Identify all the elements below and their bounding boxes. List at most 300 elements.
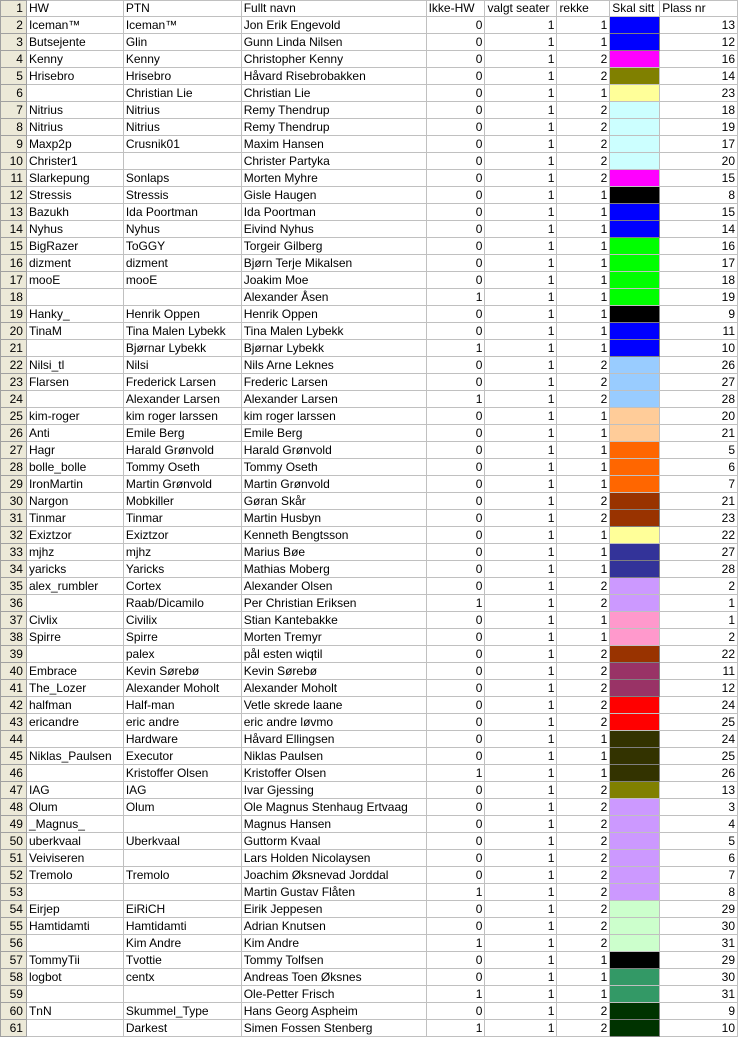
- cell-ikke-hw[interactable]: 1: [426, 340, 485, 357]
- cell-ptn[interactable]: mjhz: [123, 544, 241, 561]
- cell-ikke-hw[interactable]: 0: [426, 867, 485, 884]
- cell-valgt-seater[interactable]: 1: [485, 680, 557, 697]
- cell-plass-nr[interactable]: 7: [660, 867, 738, 884]
- row-number[interactable]: 19: [1, 306, 27, 323]
- cell-ikke-hw[interactable]: 0: [426, 187, 485, 204]
- cell-rekke[interactable]: 1: [557, 986, 610, 1003]
- cell-rekke[interactable]: 1: [557, 289, 610, 306]
- cell-rekke[interactable]: 2: [557, 884, 610, 901]
- cell-full-name[interactable]: Harald Grønvold: [241, 442, 426, 459]
- cell-skal-sitt-color[interactable]: [610, 238, 660, 255]
- cell-full-name[interactable]: Frederic Larsen: [241, 374, 426, 391]
- cell-full-name[interactable]: Stian Kantebakke: [241, 612, 426, 629]
- cell-rekke[interactable]: 1: [557, 238, 610, 255]
- cell-hw[interactable]: [26, 1020, 123, 1037]
- cell-hw[interactable]: dizment: [26, 255, 123, 272]
- cell-skal-sitt-color[interactable]: [610, 374, 660, 391]
- cell-ikke-hw[interactable]: 0: [426, 272, 485, 289]
- cell-rekke[interactable]: 1: [557, 204, 610, 221]
- cell-ptn[interactable]: [123, 289, 241, 306]
- cell-valgt-seater[interactable]: 1: [485, 68, 557, 85]
- cell-plass-nr[interactable]: 10: [660, 340, 738, 357]
- cell-plass-nr[interactable]: 1: [660, 612, 738, 629]
- row-number[interactable]: 10: [1, 153, 27, 170]
- cell-hw[interactable]: Flarsen: [26, 374, 123, 391]
- cell-hw[interactable]: Hanky_: [26, 306, 123, 323]
- cell-skal-sitt-color[interactable]: [610, 935, 660, 952]
- cell-skal-sitt-color[interactable]: [610, 17, 660, 34]
- cell-hw[interactable]: Embrace: [26, 663, 123, 680]
- cell-skal-sitt-color[interactable]: [610, 1003, 660, 1020]
- cell-full-name[interactable]: Vetle skrede laane: [241, 697, 426, 714]
- cell-valgt-seater[interactable]: 1: [485, 986, 557, 1003]
- cell-ptn[interactable]: eric andre: [123, 714, 241, 731]
- cell-full-name[interactable]: Joakim Moe: [241, 272, 426, 289]
- cell-hw[interactable]: _Magnus_: [26, 816, 123, 833]
- cell-plass-nr[interactable]: 30: [660, 918, 738, 935]
- cell-ptn[interactable]: kim roger larssen: [123, 408, 241, 425]
- cell-ikke-hw[interactable]: 0: [426, 816, 485, 833]
- cell-ptn[interactable]: Nyhus: [123, 221, 241, 238]
- cell-full-name[interactable]: pål esten wiqtil: [241, 646, 426, 663]
- cell-ikke-hw[interactable]: 0: [426, 527, 485, 544]
- cell-ikke-hw[interactable]: 0: [426, 493, 485, 510]
- cell-plass-nr[interactable]: 11: [660, 323, 738, 340]
- row-number[interactable]: 40: [1, 663, 27, 680]
- cell-skal-sitt-color[interactable]: [610, 714, 660, 731]
- cell-plass-nr[interactable]: 18: [660, 272, 738, 289]
- cell-ptn[interactable]: [123, 850, 241, 867]
- cell-ikke-hw[interactable]: 0: [426, 374, 485, 391]
- cell-ikke-hw[interactable]: 0: [426, 850, 485, 867]
- cell-rekke[interactable]: 1: [557, 272, 610, 289]
- row-number[interactable]: 35: [1, 578, 27, 595]
- cell-rekke[interactable]: 2: [557, 867, 610, 884]
- cell-skal-sitt-color[interactable]: [610, 510, 660, 527]
- cell-valgt-seater[interactable]: 1: [485, 918, 557, 935]
- cell-plass-nr[interactable]: 6: [660, 850, 738, 867]
- cell-ptn[interactable]: [123, 153, 241, 170]
- cell-rekke[interactable]: 2: [557, 510, 610, 527]
- cell-rekke[interactable]: 2: [557, 578, 610, 595]
- cell-skal-sitt-color[interactable]: [610, 1020, 660, 1037]
- cell-valgt-seater[interactable]: 1: [485, 799, 557, 816]
- row-number[interactable]: 8: [1, 119, 27, 136]
- cell-rekke[interactable]: 2: [557, 850, 610, 867]
- cell-ptn[interactable]: Kim Andre: [123, 935, 241, 952]
- cell-ikke-hw[interactable]: 0: [426, 952, 485, 969]
- cell-full-name[interactable]: Håvard Risebrobakken: [241, 68, 426, 85]
- cell-ikke-hw[interactable]: 0: [426, 612, 485, 629]
- cell-plass-nr[interactable]: 23: [660, 510, 738, 527]
- cell-full-name[interactable]: Tina Malen Lybekk: [241, 323, 426, 340]
- cell-skal-sitt-color[interactable]: [610, 782, 660, 799]
- cell-valgt-seater[interactable]: 1: [485, 697, 557, 714]
- cell-ikke-hw[interactable]: 1: [426, 1020, 485, 1037]
- cell-rekke[interactable]: 1: [557, 17, 610, 34]
- row-number[interactable]: 27: [1, 442, 27, 459]
- row-number[interactable]: 28: [1, 459, 27, 476]
- cell-hw[interactable]: IronMartin: [26, 476, 123, 493]
- cell-hw[interactable]: Veiviseren: [26, 850, 123, 867]
- cell-hw[interactable]: kim-roger: [26, 408, 123, 425]
- cell-rekke[interactable]: 2: [557, 680, 610, 697]
- cell-skal-sitt-color[interactable]: [610, 544, 660, 561]
- cell-plass-nr[interactable]: 1: [660, 595, 738, 612]
- cell-skal-sitt-color[interactable]: [610, 357, 660, 374]
- cell-ikke-hw[interactable]: 0: [426, 357, 485, 374]
- cell-full-name[interactable]: Håvard Ellingsen: [241, 731, 426, 748]
- cell-ptn[interactable]: Henrik Oppen: [123, 306, 241, 323]
- cell-ptn[interactable]: Tina Malen Lybekk: [123, 323, 241, 340]
- cell-ptn[interactable]: Tvottie: [123, 952, 241, 969]
- cell-hw[interactable]: Nyhus: [26, 221, 123, 238]
- cell-plass-nr[interactable]: 21: [660, 425, 738, 442]
- cell-hw[interactable]: IAG: [26, 782, 123, 799]
- cell-hw[interactable]: yaricks: [26, 561, 123, 578]
- cell-ikke-hw[interactable]: 1: [426, 391, 485, 408]
- cell-valgt-seater[interactable]: 1: [485, 748, 557, 765]
- row-number[interactable]: 56: [1, 935, 27, 952]
- cell-rekke[interactable]: 1: [557, 255, 610, 272]
- cell-skal-sitt-color[interactable]: [610, 816, 660, 833]
- row-number[interactable]: 39: [1, 646, 27, 663]
- cell-ikke-hw[interactable]: 0: [426, 799, 485, 816]
- cell-skal-sitt-color[interactable]: [610, 119, 660, 136]
- cell-ikke-hw[interactable]: 0: [426, 136, 485, 153]
- cell-valgt-seater[interactable]: 1: [485, 935, 557, 952]
- row-number[interactable]: 9: [1, 136, 27, 153]
- cell-valgt-seater[interactable]: 1: [485, 272, 557, 289]
- cell-valgt-seater[interactable]: 1: [485, 629, 557, 646]
- header-ptn[interactable]: PTN: [123, 1, 241, 17]
- cell-rekke[interactable]: 1: [557, 34, 610, 51]
- cell-rekke[interactable]: 1: [557, 340, 610, 357]
- cell-ptn[interactable]: EiRiCH: [123, 901, 241, 918]
- cell-full-name[interactable]: Tommy Oseth: [241, 459, 426, 476]
- cell-hw[interactable]: [26, 935, 123, 952]
- cell-ptn[interactable]: Frederick Larsen: [123, 374, 241, 391]
- cell-full-name[interactable]: Hans Georg Aspheim: [241, 1003, 426, 1020]
- cell-valgt-seater[interactable]: 1: [485, 204, 557, 221]
- cell-skal-sitt-color[interactable]: [610, 153, 660, 170]
- cell-skal-sitt-color[interactable]: [610, 799, 660, 816]
- cell-ikke-hw[interactable]: 0: [426, 918, 485, 935]
- cell-skal-sitt-color[interactable]: [610, 697, 660, 714]
- row-number[interactable]: 36: [1, 595, 27, 612]
- cell-ptn[interactable]: Olum: [123, 799, 241, 816]
- cell-full-name[interactable]: Alexander Moholt: [241, 680, 426, 697]
- cell-full-name[interactable]: Kenneth Bengtsson: [241, 527, 426, 544]
- row-number[interactable]: 51: [1, 850, 27, 867]
- cell-plass-nr[interactable]: 29: [660, 901, 738, 918]
- cell-full-name[interactable]: Kim Andre: [241, 935, 426, 952]
- cell-hw[interactable]: Stressis: [26, 187, 123, 204]
- cell-ikke-hw[interactable]: 0: [426, 544, 485, 561]
- cell-valgt-seater[interactable]: 1: [485, 153, 557, 170]
- cell-skal-sitt-color[interactable]: [610, 102, 660, 119]
- cell-ptn[interactable]: Uberkvaal: [123, 833, 241, 850]
- cell-hw[interactable]: uberkvaal: [26, 833, 123, 850]
- row-number[interactable]: 53: [1, 884, 27, 901]
- cell-ikke-hw[interactable]: 0: [426, 697, 485, 714]
- cell-ikke-hw[interactable]: 0: [426, 561, 485, 578]
- cell-valgt-seater[interactable]: 1: [485, 833, 557, 850]
- row-number[interactable]: 50: [1, 833, 27, 850]
- cell-full-name[interactable]: Kevin Sørebø: [241, 663, 426, 680]
- cell-ikke-hw[interactable]: 0: [426, 119, 485, 136]
- cell-ikke-hw[interactable]: 0: [426, 425, 485, 442]
- row-number[interactable]: 32: [1, 527, 27, 544]
- cell-skal-sitt-color[interactable]: [610, 493, 660, 510]
- cell-skal-sitt-color[interactable]: [610, 221, 660, 238]
- cell-valgt-seater[interactable]: 1: [485, 221, 557, 238]
- cell-rekke[interactable]: 1: [557, 612, 610, 629]
- cell-ptn[interactable]: dizment: [123, 255, 241, 272]
- row-number[interactable]: 21: [1, 340, 27, 357]
- cell-valgt-seater[interactable]: 1: [485, 408, 557, 425]
- cell-ikke-hw[interactable]: 0: [426, 17, 485, 34]
- cell-hw[interactable]: Tinmar: [26, 510, 123, 527]
- cell-hw[interactable]: [26, 646, 123, 663]
- cell-rekke[interactable]: 1: [557, 969, 610, 986]
- cell-plass-nr[interactable]: 29: [660, 952, 738, 969]
- row-number[interactable]: 29: [1, 476, 27, 493]
- row-number[interactable]: 52: [1, 867, 27, 884]
- cell-skal-sitt-color[interactable]: [610, 850, 660, 867]
- cell-skal-sitt-color[interactable]: [610, 442, 660, 459]
- cell-ptn[interactable]: Alexander Larsen: [123, 391, 241, 408]
- cell-skal-sitt-color[interactable]: [610, 629, 660, 646]
- row-number[interactable]: 20: [1, 323, 27, 340]
- cell-skal-sitt-color[interactable]: [610, 595, 660, 612]
- cell-valgt-seater[interactable]: 1: [485, 646, 557, 663]
- cell-ptn[interactable]: Iceman™: [123, 17, 241, 34]
- cell-rekke[interactable]: 1: [557, 527, 610, 544]
- row-number[interactable]: 15: [1, 238, 27, 255]
- cell-valgt-seater[interactable]: 1: [485, 391, 557, 408]
- cell-skal-sitt-color[interactable]: [610, 986, 660, 1003]
- cell-plass-nr[interactable]: 17: [660, 255, 738, 272]
- cell-ptn[interactable]: [123, 816, 241, 833]
- row-number[interactable]: 58: [1, 969, 27, 986]
- row-number[interactable]: 6: [1, 85, 27, 102]
- row-number[interactable]: 7: [1, 102, 27, 119]
- cell-ptn[interactable]: [123, 986, 241, 1003]
- cell-rekke[interactable]: 1: [557, 85, 610, 102]
- cell-full-name[interactable]: kim roger larssen: [241, 408, 426, 425]
- cell-full-name[interactable]: Morten Tremyr: [241, 629, 426, 646]
- cell-valgt-seater[interactable]: 1: [485, 340, 557, 357]
- cell-full-name[interactable]: Mathias Moberg: [241, 561, 426, 578]
- cell-ptn[interactable]: Kevin Sørebø: [123, 663, 241, 680]
- cell-rekke[interactable]: 1: [557, 629, 610, 646]
- cell-full-name[interactable]: Martin Gustav Flåten: [241, 884, 426, 901]
- row-number[interactable]: 46: [1, 765, 27, 782]
- cell-ptn[interactable]: centx: [123, 969, 241, 986]
- cell-plass-nr[interactable]: 30: [660, 969, 738, 986]
- cell-hw[interactable]: [26, 765, 123, 782]
- cell-ptn[interactable]: Nilsi: [123, 357, 241, 374]
- cell-ikke-hw[interactable]: 0: [426, 731, 485, 748]
- cell-ikke-hw[interactable]: 1: [426, 595, 485, 612]
- cell-plass-nr[interactable]: 8: [660, 884, 738, 901]
- cell-plass-nr[interactable]: 27: [660, 374, 738, 391]
- cell-ikke-hw[interactable]: 0: [426, 459, 485, 476]
- row-number[interactable]: 59: [1, 986, 27, 1003]
- cell-hw[interactable]: Nilsi_tl: [26, 357, 123, 374]
- cell-full-name[interactable]: Guttorm Kvaal: [241, 833, 426, 850]
- cell-ikke-hw[interactable]: 0: [426, 578, 485, 595]
- cell-ptn[interactable]: Skummel_Type: [123, 1003, 241, 1020]
- cell-plass-nr[interactable]: 28: [660, 391, 738, 408]
- cell-ikke-hw[interactable]: 0: [426, 51, 485, 68]
- cell-ikke-hw[interactable]: 0: [426, 238, 485, 255]
- cell-hw[interactable]: Kenny: [26, 51, 123, 68]
- row-number[interactable]: 18: [1, 289, 27, 306]
- cell-hw[interactable]: ericandre: [26, 714, 123, 731]
- cell-plass-nr[interactable]: 24: [660, 697, 738, 714]
- cell-skal-sitt-color[interactable]: [610, 255, 660, 272]
- row-number[interactable]: 17: [1, 272, 27, 289]
- cell-plass-nr[interactable]: 18: [660, 102, 738, 119]
- cell-ptn[interactable]: Kristoffer Olsen: [123, 765, 241, 782]
- cell-hw[interactable]: Anti: [26, 425, 123, 442]
- cell-ptn[interactable]: Harald Grønvold: [123, 442, 241, 459]
- cell-plass-nr[interactable]: 12: [660, 680, 738, 697]
- cell-skal-sitt-color[interactable]: [610, 561, 660, 578]
- cell-full-name[interactable]: Gisle Haugen: [241, 187, 426, 204]
- cell-rekke[interactable]: 1: [557, 187, 610, 204]
- cell-ikke-hw[interactable]: 0: [426, 833, 485, 850]
- cell-full-name[interactable]: Andreas Toen Øksnes: [241, 969, 426, 986]
- cell-rekke[interactable]: 2: [557, 170, 610, 187]
- cell-ptn[interactable]: Christian Lie: [123, 85, 241, 102]
- cell-ptn[interactable]: Bjørnar Lybekk: [123, 340, 241, 357]
- cell-hw[interactable]: Iceman™: [26, 17, 123, 34]
- cell-full-name[interactable]: Martin Grønvold: [241, 476, 426, 493]
- cell-hw[interactable]: Hagr: [26, 442, 123, 459]
- cell-full-name[interactable]: Alexander Larsen: [241, 391, 426, 408]
- cell-hw[interactable]: Nitrius: [26, 119, 123, 136]
- cell-rekke[interactable]: 2: [557, 136, 610, 153]
- cell-hw[interactable]: [26, 391, 123, 408]
- cell-full-name[interactable]: Ole Magnus Stenhaug Ertvaag: [241, 799, 426, 816]
- cell-hw[interactable]: [26, 85, 123, 102]
- cell-skal-sitt-color[interactable]: [610, 289, 660, 306]
- header-full-name[interactable]: Fullt navn: [241, 1, 426, 17]
- cell-rekke[interactable]: 2: [557, 799, 610, 816]
- row-number[interactable]: 3: [1, 34, 27, 51]
- cell-rekke[interactable]: 2: [557, 697, 610, 714]
- cell-skal-sitt-color[interactable]: [610, 901, 660, 918]
- cell-rekke[interactable]: 1: [557, 561, 610, 578]
- cell-ptn[interactable]: Cortex: [123, 578, 241, 595]
- cell-plass-nr[interactable]: 19: [660, 289, 738, 306]
- cell-hw[interactable]: mooE: [26, 272, 123, 289]
- cell-valgt-seater[interactable]: 1: [485, 561, 557, 578]
- cell-rekke[interactable]: 2: [557, 816, 610, 833]
- cell-full-name[interactable]: Jon Erik Engevold: [241, 17, 426, 34]
- cell-plass-nr[interactable]: 19: [660, 119, 738, 136]
- cell-ikke-hw[interactable]: 0: [426, 68, 485, 85]
- cell-full-name[interactable]: eric andre løvmo: [241, 714, 426, 731]
- cell-rekke[interactable]: 1: [557, 408, 610, 425]
- cell-full-name[interactable]: Ida Poortman: [241, 204, 426, 221]
- cell-ptn[interactable]: palex: [123, 646, 241, 663]
- cell-full-name[interactable]: Remy Thendrup: [241, 119, 426, 136]
- cell-hw[interactable]: Nargon: [26, 493, 123, 510]
- cell-ptn[interactable]: Hamtidamti: [123, 918, 241, 935]
- cell-ptn[interactable]: Civilix: [123, 612, 241, 629]
- cell-ptn[interactable]: Ida Poortman: [123, 204, 241, 221]
- cell-full-name[interactable]: Ivar Gjessing: [241, 782, 426, 799]
- cell-hw[interactable]: Spirre: [26, 629, 123, 646]
- cell-hw[interactable]: Niklas_Paulsen: [26, 748, 123, 765]
- cell-rekke[interactable]: 2: [557, 714, 610, 731]
- row-number[interactable]: 49: [1, 816, 27, 833]
- cell-plass-nr[interactable]: 16: [660, 238, 738, 255]
- cell-plass-nr[interactable]: 9: [660, 306, 738, 323]
- cell-plass-nr[interactable]: 5: [660, 833, 738, 850]
- cell-rekke[interactable]: 1: [557, 459, 610, 476]
- cell-plass-nr[interactable]: 14: [660, 68, 738, 85]
- cell-full-name[interactable]: Lars Holden Nicolaysen: [241, 850, 426, 867]
- cell-skal-sitt-color[interactable]: [610, 884, 660, 901]
- cell-skal-sitt-color[interactable]: [610, 425, 660, 442]
- cell-valgt-seater[interactable]: 1: [485, 544, 557, 561]
- cell-valgt-seater[interactable]: 1: [485, 1020, 557, 1037]
- cell-hw[interactable]: Civlix: [26, 612, 123, 629]
- cell-valgt-seater[interactable]: 1: [485, 782, 557, 799]
- cell-ptn[interactable]: Darkest: [123, 1020, 241, 1037]
- cell-hw[interactable]: alex_rumbler: [26, 578, 123, 595]
- cell-valgt-seater[interactable]: 1: [485, 714, 557, 731]
- cell-valgt-seater[interactable]: 1: [485, 476, 557, 493]
- cell-plass-nr[interactable]: 15: [660, 204, 738, 221]
- cell-skal-sitt-color[interactable]: [610, 969, 660, 986]
- cell-hw[interactable]: The_Lozer: [26, 680, 123, 697]
- row-number[interactable]: 61: [1, 1020, 27, 1037]
- cell-full-name[interactable]: Simen Fossen Stenberg: [241, 1020, 426, 1037]
- row-number[interactable]: 43: [1, 714, 27, 731]
- cell-skal-sitt-color[interactable]: [610, 306, 660, 323]
- row-number[interactable]: 14: [1, 221, 27, 238]
- cell-ikke-hw[interactable]: 0: [426, 901, 485, 918]
- cell-skal-sitt-color[interactable]: [610, 748, 660, 765]
- header-hw[interactable]: HW: [26, 1, 123, 17]
- row-number[interactable]: 5: [1, 68, 27, 85]
- cell-rekke[interactable]: 2: [557, 374, 610, 391]
- cell-rekke[interactable]: 1: [557, 442, 610, 459]
- cell-rekke[interactable]: 1: [557, 306, 610, 323]
- cell-rekke[interactable]: 2: [557, 782, 610, 799]
- cell-valgt-seater[interactable]: 1: [485, 357, 557, 374]
- cell-ptn[interactable]: Stressis: [123, 187, 241, 204]
- cell-plass-nr[interactable]: 14: [660, 221, 738, 238]
- cell-rekke[interactable]: 1: [557, 748, 610, 765]
- row-number[interactable]: 34: [1, 561, 27, 578]
- row-number[interactable]: 33: [1, 544, 27, 561]
- cell-valgt-seater[interactable]: 1: [485, 17, 557, 34]
- cell-rekke[interactable]: 1: [557, 221, 610, 238]
- cell-plass-nr[interactable]: 8: [660, 187, 738, 204]
- cell-rekke[interactable]: 2: [557, 595, 610, 612]
- cell-valgt-seater[interactable]: 1: [485, 170, 557, 187]
- cell-full-name[interactable]: Bjørn Terje Mikalsen: [241, 255, 426, 272]
- cell-full-name[interactable]: Per Christian Eriksen: [241, 595, 426, 612]
- cell-plass-nr[interactable]: 17: [660, 136, 738, 153]
